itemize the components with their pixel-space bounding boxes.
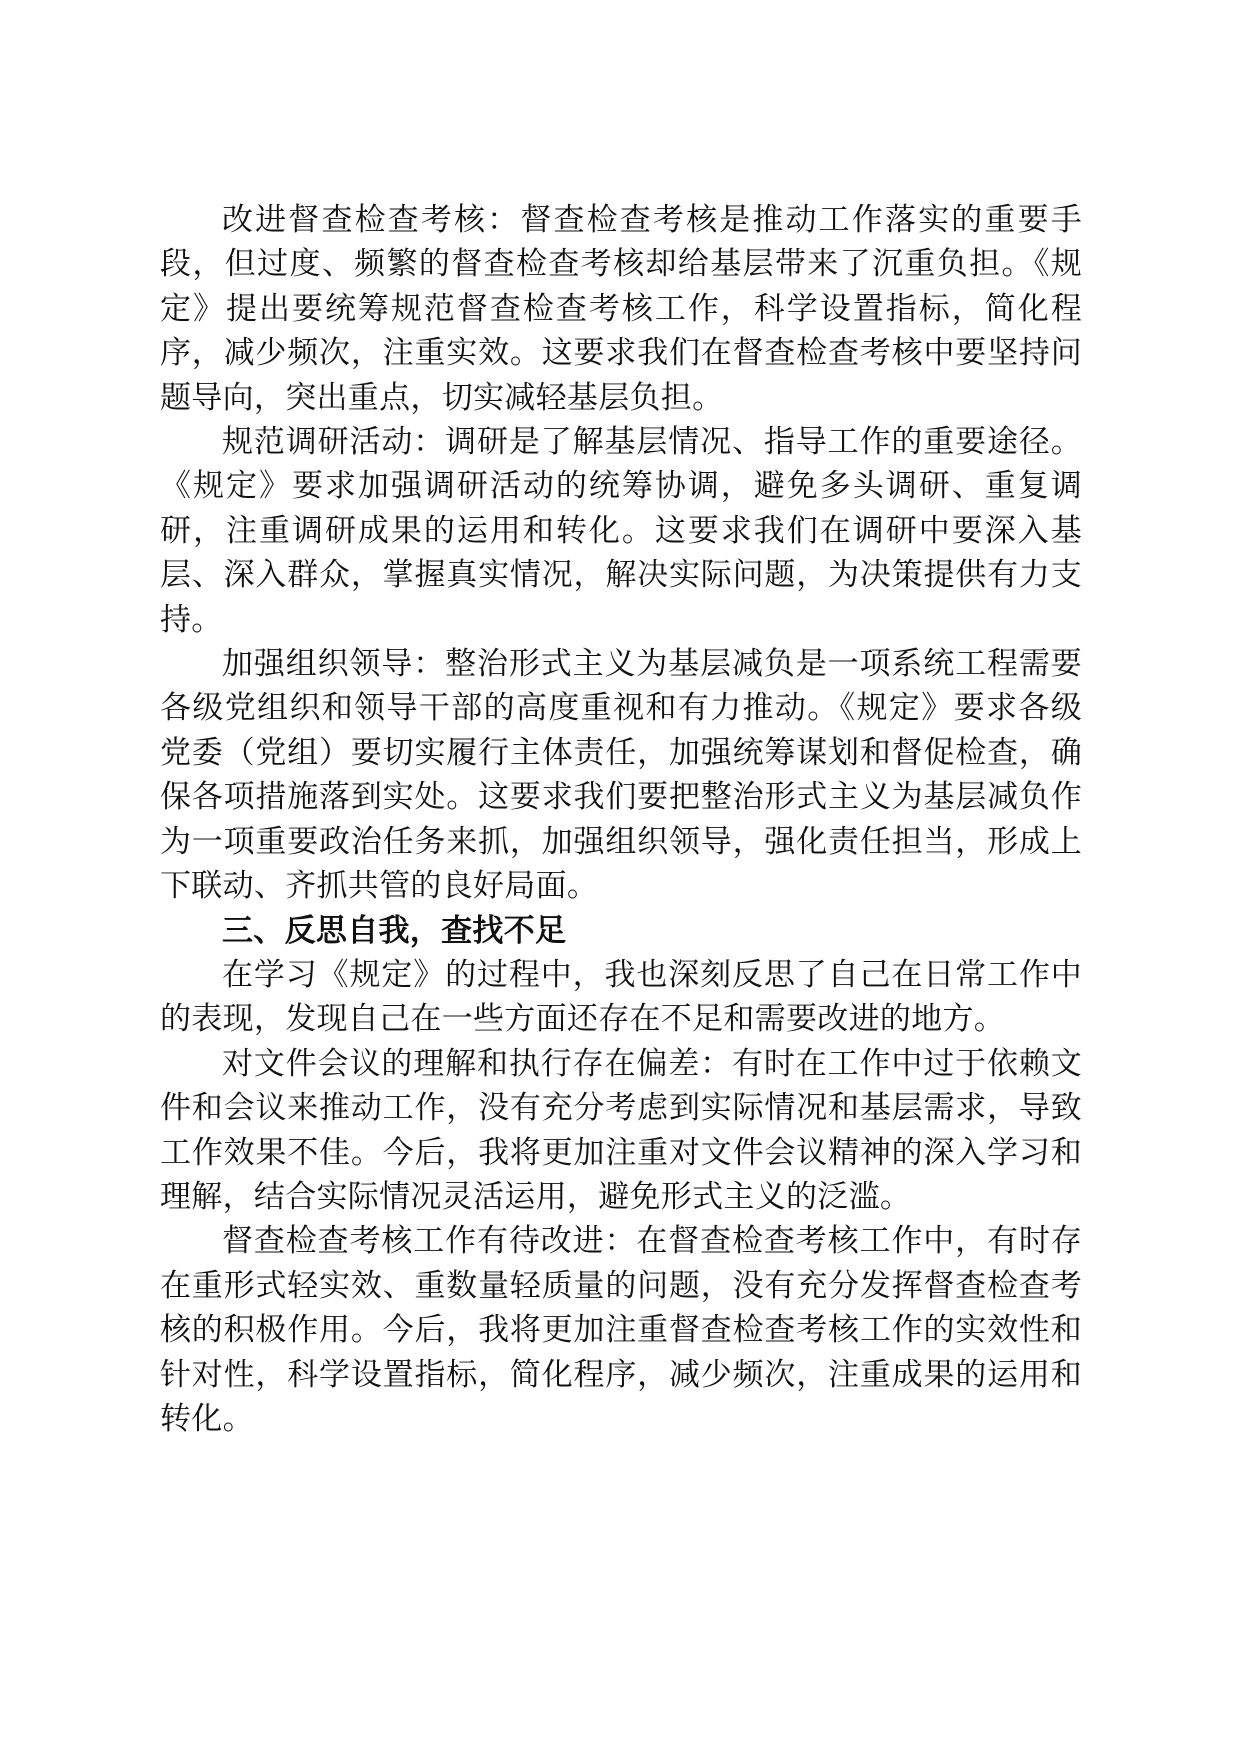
paragraph-standardize-research: 规范调研活动：调研是了解基层情况、指导工作的重要途径。《规定》要求加强调研活动的统筹协调，避免多头调研、重复调研，注重调研成果的运用和转化。这要求我们在调研中要深入基层、深入群众，掌握真实情况，解决实际问题，为决策提供有力支持。 (160, 424, 1082, 638)
paragraph-self-reflection: 在学习《规定》的过程中，我也深刻反思了自己在日常工作中的表现，发现自己在一些方面还存在不足和需要改进的地方。 (160, 956, 1082, 1038)
document-page (160, 198, 1082, 1441)
paragraph-strengthen-leadership: 加强组织领导：整治形式主义为基层减负是一项系统工程需要各级党组织和领导干部的高度重视和有力推动。《规定》要求各级党委（党组）要切实履行主体责任，加强统筹谋划和督促检查，确保各项措施落到实处。这要求我们要把整治形式主义为基层减负作为一项重要政治任务来抓，加强组织领导，强化责任担当，形成上下联动、齐抓共管的良好局面。 (160, 646, 1082, 905)
section-heading: 三、反思自我，查找不足 (222, 912, 567, 949)
paragraph-document-meeting-deviation: 对文件会议的理解和执行存在偏差：有时在工作中过于依赖文件和会议来推动工作，没有充分考虑到实际情况和基层需求，导致工作效果不佳。今后，我将更加注重对文件会议精神的深入学习和理解，结合实际情况灵活运用，避免形式主义的泛滥。 (160, 1045, 1082, 1215)
paragraph-supervision-improvement: 督查检查考核工作有待改进：在督查检查考核工作中，有时存在重形式轻实效、重数量轻质量的问题，没有充分发挥督查检查考核的积极作用。今后，我将更加注重督查检查考核工作的实效性和针对性，科学设置指标，简化程序，减少频次，注重成果的运用和转化。 (160, 1223, 1082, 1437)
paragraph-improve-supervision: 改进督查检查考核：督查检查考核是推动工作落实的重要手段，但过度、频繁的督查检查考核却给基层带来了沉重负担。《规定》提出要统筹规范督查检查考核工作，科学设置指标，简化程序，减少频次，注重实效。这要求我们在督查检查考核中要坚持问题导向，突出重点，切实减轻基层负担。 (160, 202, 1082, 416)
